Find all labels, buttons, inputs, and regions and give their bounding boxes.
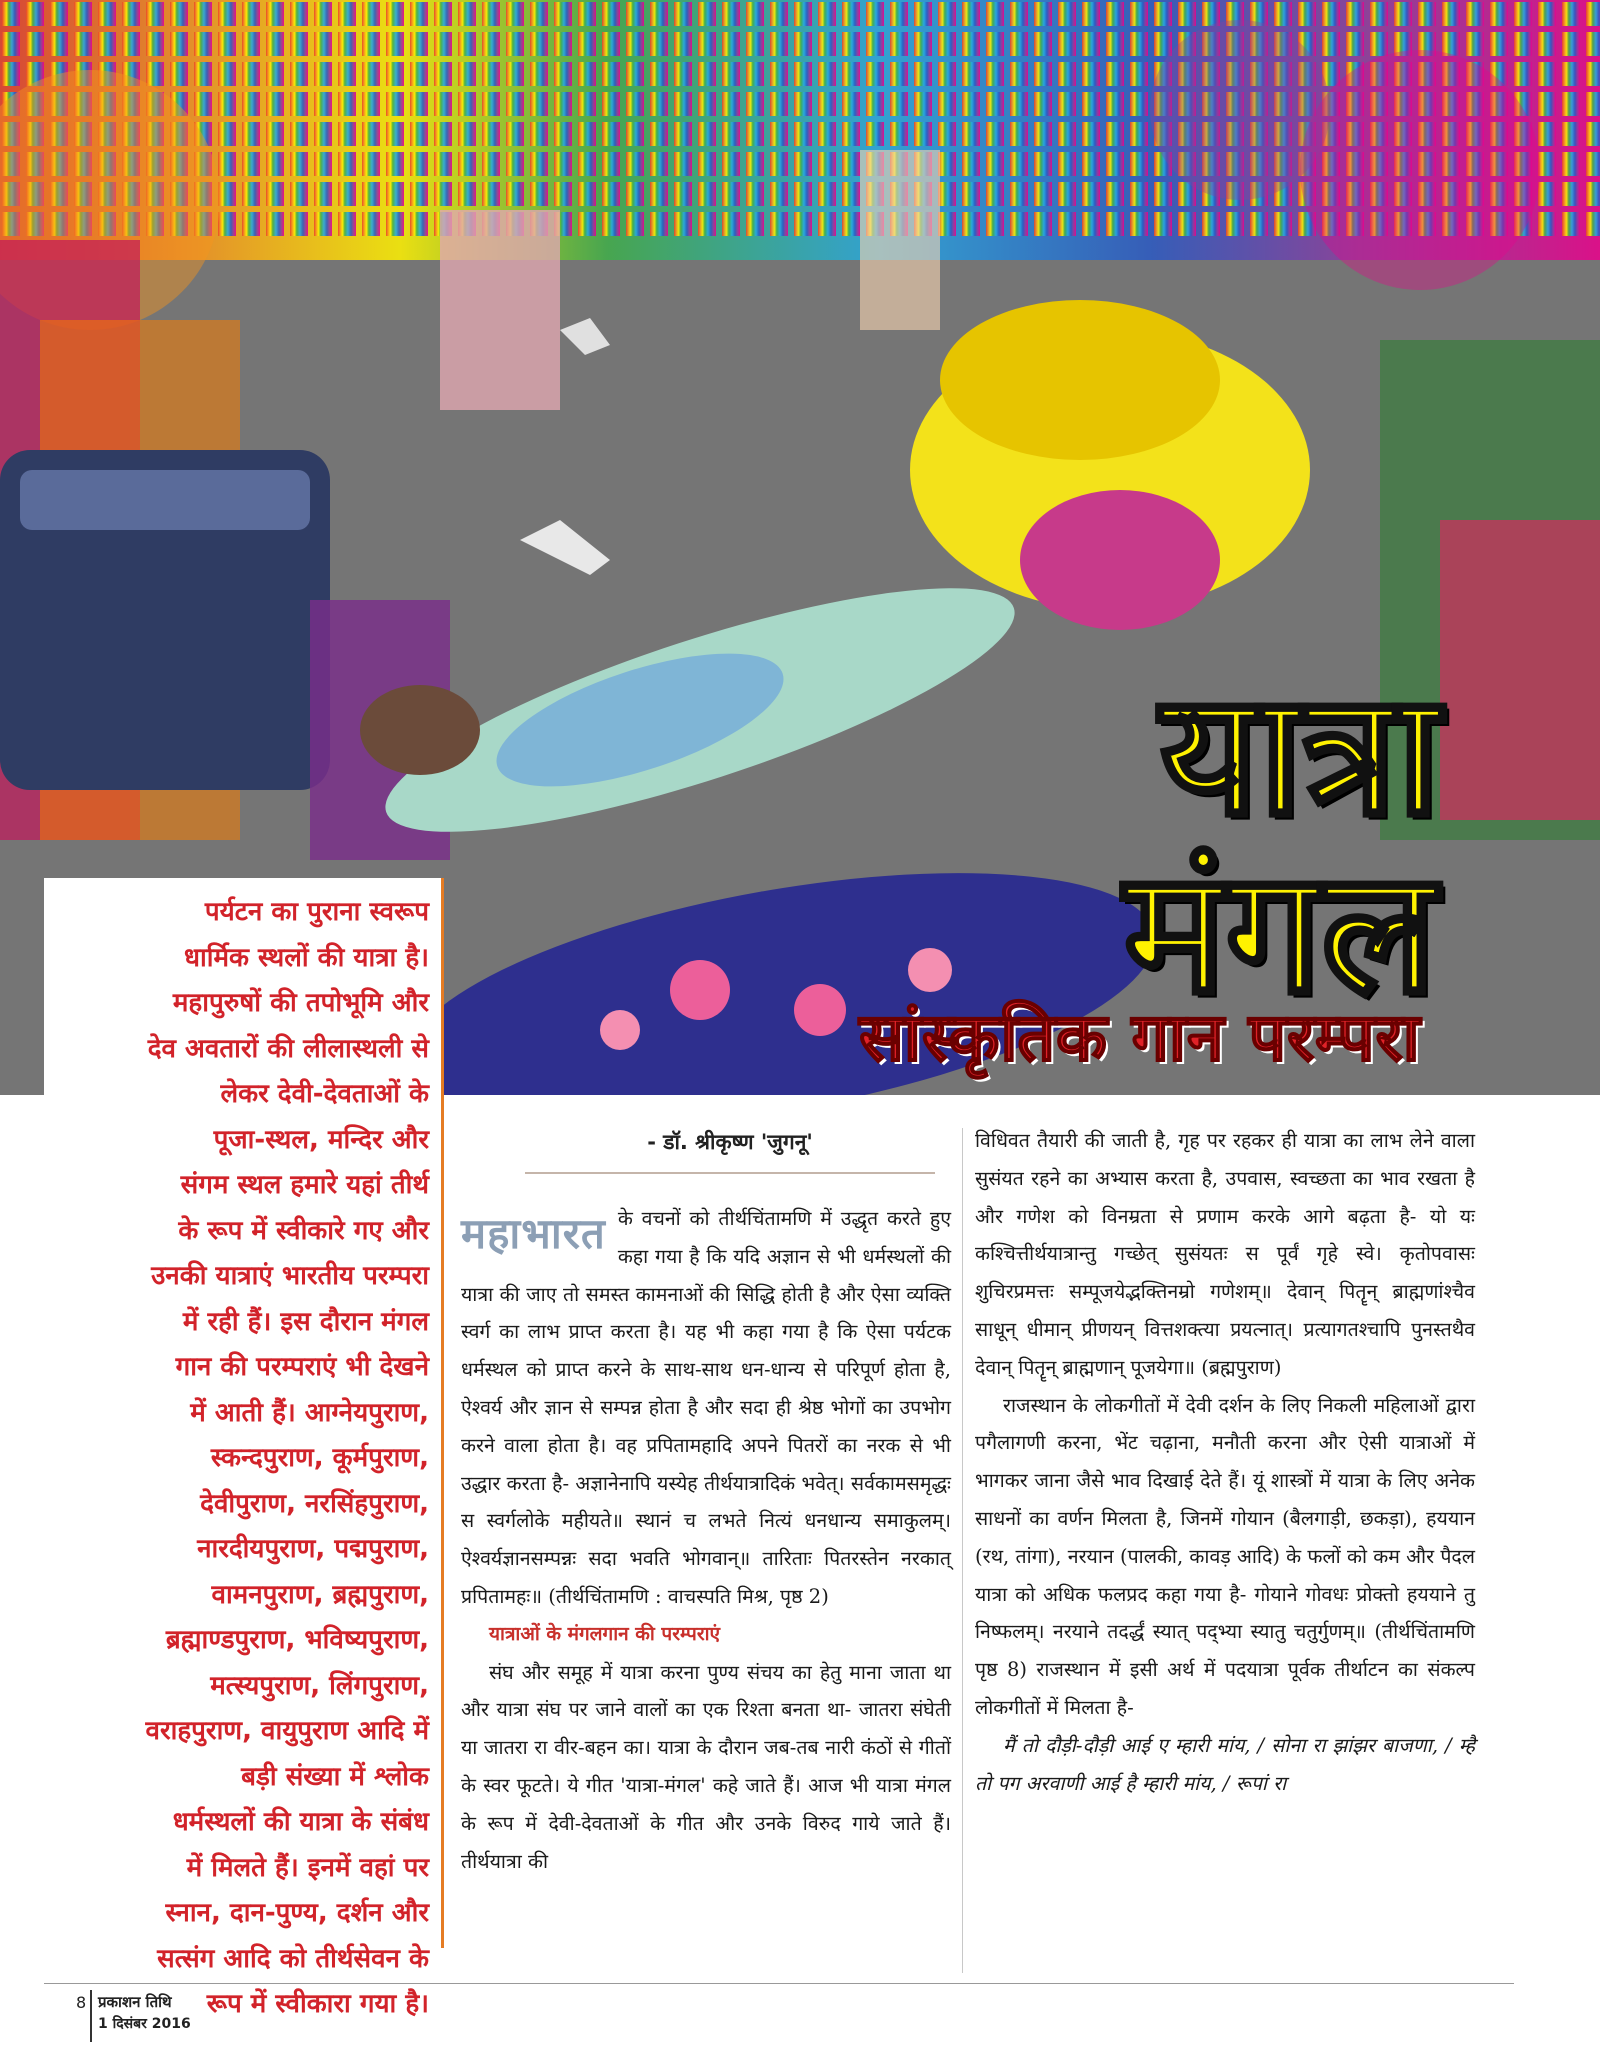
article-paragraph-2: संघ और समूह में यात्रा करना पुण्य संचय का हेतु माना जाता था और यात्रा संघ पर जाने वालों का एक रिश्ता बनता था- जातरा संघेती या जातरा रा वीर-बहन का। यात्रा के दौरान जब-तब नारी कंठों से गीतों के स्वर फूटते। ये गीत 'यात्रा-मंगल' कहे जाते हैं। आज भी यात्रा मंगल के रूप में देवी-देवताओं के गीत और उनके विरुद गाये जाते हैं। तीर्थयात्रा की (461, 1660, 951, 1873)
publication-date: 1 दिसंबर 2016 (98, 2016, 191, 2032)
intro-line: सत्संग आदि को तीर्थसेवन के (157, 1943, 429, 1974)
title-line-2: मंगल (1123, 834, 1437, 1032)
article-column-middle (461, 1200, 951, 1880)
article-paragraph-3: विधिवत तैयारी की जाती है, गृह पर रहकर ही यात्रा का लाभ लेने वाला सुसंयत रहने का अभ्यास करता है, उपवास, स्वच्छता का भाव रखता है और गणेश को विनम्रता से प्रणाम करके आगे बढ़ता है- यो यः कश्चित्तीर्थयात्रान्तु गच्छेत् सुसंयतः स पूर्वं गृहे स्वे। कृतोपवासः शुचिरप्रमत्तः सम्पूजयेद्भक्तिनम्रो गणेशम्॥ देवान् पितॄन् ब्राह्मणांश्चैव साधून् धीमान् प्रीणयन् वित्तशक्त्या प्रयत्नात्। प्रत्यागतश्चापि पुनस्तथैव देवान् पितॄन् ब्राह्मणान् पूजयेगा॥ (ब्रह्मपुराण) (975, 1129, 1475, 1379)
intro-line: देव अवतारों की लीलास्थली से (147, 1033, 429, 1064)
intro-line: लेकर देवी-देवताओं के (220, 1079, 429, 1109)
publication-label: प्रकाशन तिथि (98, 1993, 172, 2011)
title-block (960, 656, 1600, 1032)
intro-line: नारदीयपुराण, पद्मपुराण, (197, 1534, 429, 1564)
intro-line: संगम स्थल हमारे यहां तीर्थ (180, 1170, 429, 1200)
author-byline: - डॉ. श्रीकृष्ण 'जुगनू' (647, 1130, 813, 1154)
article-column-right (975, 1122, 1475, 1802)
page-number: 8 (76, 1993, 87, 2012)
intro-line: स्नान, दान-पुण्य, दर्शन और (165, 1898, 429, 1928)
subtitle: सांस्कृतिक गान परम्परा (859, 999, 1421, 1076)
intro-line: मत्स्यपुराण, लिंगपुराण, (210, 1670, 429, 1701)
intro-line: रूप में स्वीकारा गया है। (206, 1989, 429, 2019)
column-divider (962, 1128, 963, 1973)
dropcap-word: महाभारत (461, 1209, 606, 1258)
intro-line: पूजा-स्थल, मन्दिर और (213, 1124, 429, 1155)
article-paragraph-1 (461, 1200, 951, 1616)
intro-line: के रूप में स्वीकारे गए और (178, 1215, 429, 1246)
paragraph-1-text: के वचनों को तीर्थचिंतामणि में उद्धृत करते हुए कहा गया है कि यदि अज्ञान से भी धर्मस्थलों की यात्रा की जाए तो समस्त कामनाओं की सिद्धि होती है और ऐसा व्यक्ति स्वर्ग का लाभ प्राप्त करता है। यह भी कहा गया है कि ऐसा पर्यटक धर्मस्थल को प्राप्त करने के साथ-साथ धन-धान्य से परिपूर्ण होता है, ऐश्वर्य और ज्ञान से सम्पन्न होता है और सदा ही श्रेष्ठ भोगों का उपभोग करने वाला होता है। वह प्रपितामहादि अपने पितरों का नरक से भी उद्धार करता है- अज्ञानेनापि यस्येह तीर्थयात्रादिकं भवेत्। सर्वकामसमृद्धः स स्वर्गलोके महीयते॥ स्थानं च लभते नित्यं धनधान्य समाकुलम्। ऐश्वर्यज्ञानसम्पन्नः सदा भवति भोगवान्॥ तारिताः पितरस्तेन नरकात् प्रपितामहः॥ (तीर्थचिंतामणि : वाचस्पति मिश्र, पृष्ठ 2) (461, 1207, 951, 1608)
intro-line: में रही हैं। इस दौरान मंगल (182, 1306, 429, 1337)
intro-line: धर्मस्थलों की यात्रा के संबंध (172, 1807, 429, 1837)
intro-line: देवीपुराण, नरसिंहपुराण, (200, 1488, 429, 1519)
intro-line: बड़ी संख्या में श्लोक (241, 1761, 429, 1792)
footer-rule (44, 1983, 1514, 1984)
article-paragraph-4: राजस्थान के लोकगीतों में देवी दर्शन के लिए निकली महिलाओं द्वारा पगैलागणी करना, भेंट चढ़ाना, मनौती करना और ऐसी यात्राओं में भागकर जाना जैसे भाव दिखाई देते हैं। यूं शास्त्रों में यात्रा के लिए अनेक साधनों का वर्णन मिलता है, जिनमें गोयान (बैलगाड़ी, छकड़ा), हययान (रथ, तांगा), नरयान (पालकी, कावड़ आदि) के फलों को कम और पैदल यात्रा को अधिक फलप्रद कहा गया है- गोयाने गोवधः प्रोक्तो हययाने तु निष्फलम्। नरयाने तदर्द्धं स्यात् पद्भ्या स्यातु चतुर्गुणम्॥ (तीर्थचिंतामणि पृष्ठ 8) राजस्थान में इसी अर्थ में पदयात्रा पूर्वक तीर्थाटन का संकल्प लोकगीतों में मिलता है- (975, 1393, 1475, 1719)
intro-line: ब्रह्माण्डपुराण, भविष्यपुराण, (165, 1625, 429, 1655)
intro-line: गान की परम्पराएं भी देखने (175, 1352, 429, 1382)
title-line-1: यात्रा (1159, 656, 1441, 854)
intro-line: में आती हैं। आग्नेयपुराण, (190, 1397, 429, 1428)
intro-line: वामनपुराण, ब्रह्मपुराण, (211, 1579, 429, 1610)
intro-line: उनकी यात्राएं भारतीय परम्परा (151, 1261, 429, 1291)
intro-line: महापुरुषों की तपोभूमि और (172, 988, 429, 1018)
intro-line: धार्मिक स्थलों की यात्रा है। (183, 942, 429, 973)
footer-separator (90, 1990, 92, 2042)
byline-divider (525, 1172, 935, 1174)
intro-line: में मिलते हैं। इनमें वहां पर (186, 1852, 429, 1883)
intro-line: स्कन्दपुराण, कूर्मपुराण, (210, 1443, 429, 1473)
intro-line: पर्यटन का पुराना स्वरूप (204, 897, 429, 927)
section-subheading: यात्राओं के मंगलगान की परम्पराएं (489, 1622, 721, 1645)
folk-song-verse: मैं तो दौड़ी-दौड़ी आई ए म्हारी मांय, / सोना रा झांझर बाजणा, / म्है तो पग अरवाणी आई है म्हारी मांय, / रूपां रा (975, 1733, 1475, 1795)
intro-line: वराहपुराण, वायुपुराण आदि में (145, 1716, 429, 1746)
